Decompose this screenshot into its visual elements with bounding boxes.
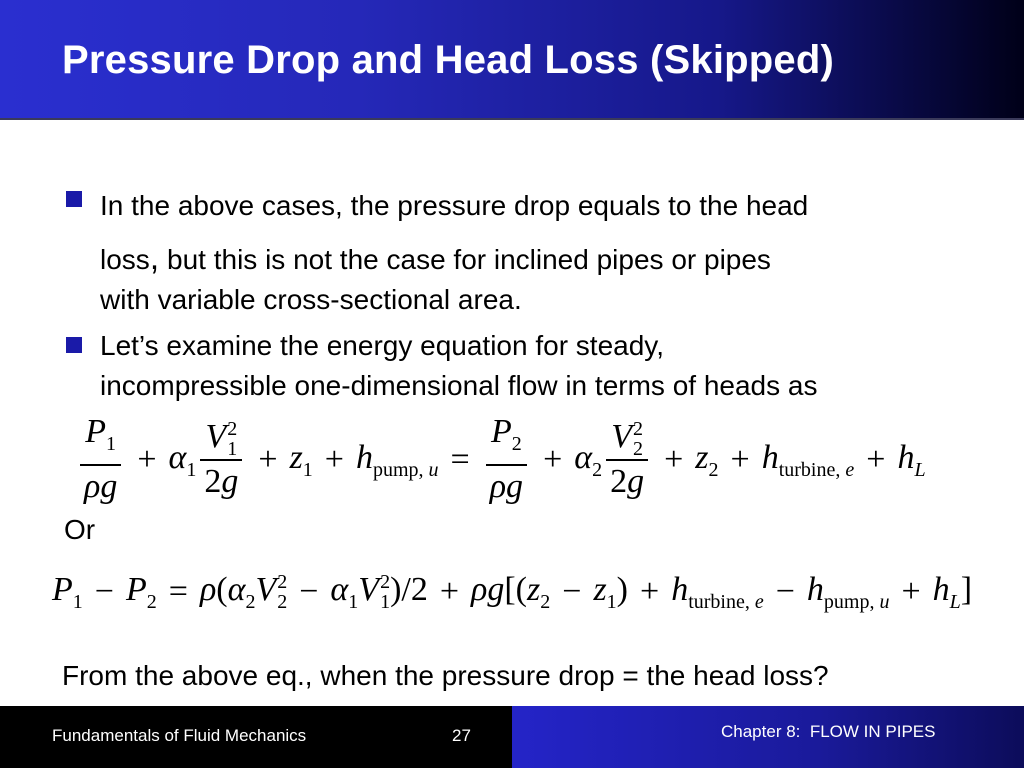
footer-chapter: Chapter 8: FLOW IN PIPES: [721, 722, 936, 741]
bullet-square-icon: [66, 191, 82, 207]
bullet-text-2: Let’s examine the energy equation for steady, incompressible one-dimensional flow in terms of heads as: [100, 330, 818, 401]
question-text: From the above eq., when the pressure drop = the head loss?: [62, 660, 829, 691]
bullet-text-1: In the above cases, the pressure drop equals to the head loss, but this is not the case for inclined pipes or pipes with variable cross-sectional area.: [100, 190, 809, 315]
title-bar: [0, 0, 1024, 120]
footer-right: [512, 706, 1024, 768]
energy-equation: $\frac{P_1}{\rho g}$ + $\alpha_1$ V 2 1 2g + $z_1$ + $h_{pump, u}$ = $\frac{P_2}{\rho g}$ + $\alpha_2$ V 2 2 2g + $z_2$ + $h_{turbine, e}$ + $h_L$: [76, 414, 926, 506]
bullet-square-icon: [66, 337, 82, 353]
pressure-drop-equation: $P_1$ − $P_2$ = $\rho(\alpha_2V$ 2 2 − $\alpha_1V$ 2 1 )/2 + $\rho g[(z_2$ − $z_1$) + $h_{turbine, e}$ − $h_{pump, u}$ + $h_L$]: [52, 570, 973, 613]
footer-left: [0, 706, 512, 768]
footer-course-title: Fundamentals of Fluid Mechanics: [52, 726, 307, 745]
or-label: Or: [64, 514, 96, 545]
bullet-point-1: [66, 180, 986, 320]
footer-page-number: 27: [452, 726, 471, 745]
slide-title: Pressure Drop and Head Loss (Skipped): [62, 38, 835, 82]
bullet-point-2: [66, 326, 986, 406]
